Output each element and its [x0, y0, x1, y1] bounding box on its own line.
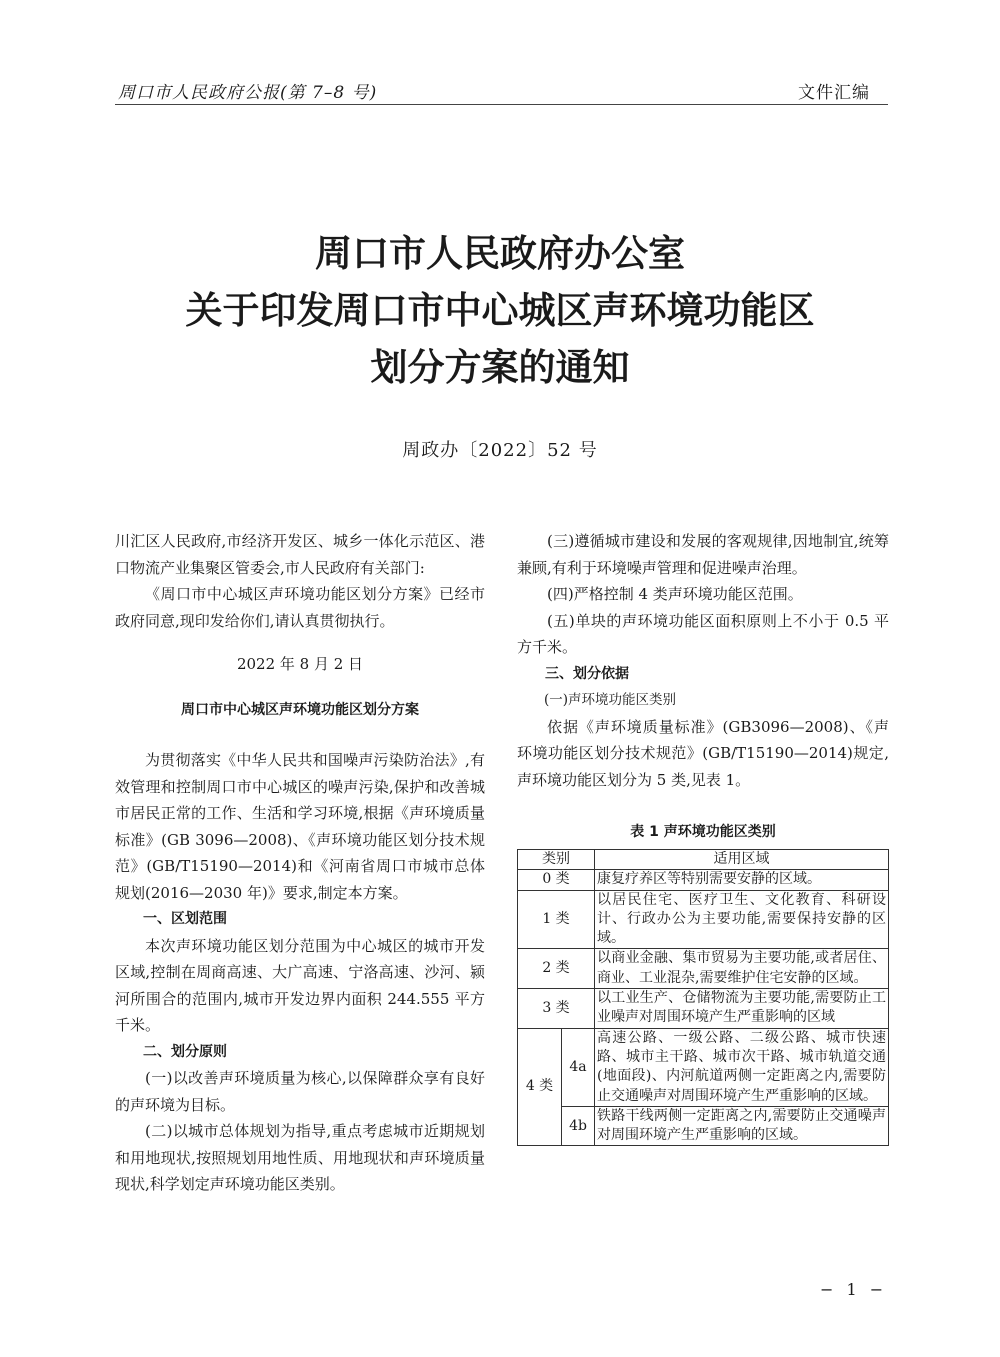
table-row — [518, 1106, 889, 1146]
row-area: 以工业生产、仓储物流为主要功能,需要防止工业噪声对周围环境产生严重影响的区域 — [595, 989, 889, 1029]
table-header-row — [518, 850, 889, 870]
row-area: 铁路干线两侧一定距离之内,需要防止交通噪声对周围环境产生严重影响的区域。 — [595, 1106, 889, 1146]
row-category: 1 类 — [518, 890, 595, 949]
page-number: − 1 − — [820, 1280, 888, 1299]
row-area: 高速公路、一级公路、二级公路、城市快速路、城市主干路、城市次干路、城市轨道交通(地面段)、内河航道两侧一定距离之内,需要防止交通噪声对周围环境产生严重影响的区域。 — [595, 1028, 889, 1106]
gazette-title: 周口市人民政府公报(第 7–8 号) — [118, 83, 378, 103]
header-area: 适用区域 — [595, 850, 889, 870]
principle-3: (三)遵循城市建设和发展的客观规律,因地制宜,统筹兼顾,有利于环境噪声管理和促进噪声治理。 — [517, 532, 889, 577]
header-category: 类别 — [518, 850, 595, 870]
table-row — [518, 870, 889, 890]
row-subcategory: 4a — [562, 1028, 595, 1106]
row-area: 以居民住宅、医疗卫生、文化教育、科研设计、行政办公为主要功能,需要保持安静的区域。 — [595, 890, 889, 949]
zone-class-table — [517, 849, 889, 1146]
row-category: 3 类 — [518, 989, 595, 1029]
notice-text: 《周口市中心城区声环境功能区划分方案》已经市政府同意,现印发给你们,请认真贯彻执行。 — [115, 585, 485, 630]
title-line-3: 划分方案的通知 — [370, 346, 630, 389]
section-3-heading: 三、划分依据 — [545, 665, 629, 682]
table-row — [518, 949, 889, 989]
row-area: 以商业金融、集市贸易为主要功能,或者居住、商业、工业混杂,需要维护住宅安静的区域。 — [595, 949, 889, 989]
principle-1: (一)以改善声环境质量为核心,以保障群众享有良好的声环境为目标。 — [115, 1069, 485, 1114]
principle-2: (二)以城市总体规划为指导,重点考虑城市近期规划和用地现状,按照规划用地性质、用地现状和声环境质量现状,科学划定声环境功能区类别。 — [115, 1122, 485, 1193]
section-label: 文件汇编 — [798, 83, 870, 103]
section-1-text: 本次声环境功能区划分范围为中心城区的城市开发区域,控制在周商高速、大广高速、宁洛高速、沙河、颍河所围合的范围内,城市开发边界内面积 244.555 平方千米。 — [115, 936, 485, 1034]
document-title — [0, 225, 1000, 396]
section-2-heading: 二、划分原则 — [143, 1043, 227, 1060]
intro-paragraph: 为贯彻落实《中华人民共和国噪声污染防治法》,有效管理和控制周口市中心城区的噪声污染,保护和改善城市居民正常的工作、生活和学习环境,根据《声环境质量标准》(GB 3096—2008)、《声环境功能区划分技术规范》(GB/T15190—2014)和《河南省周口市城市总体规划(2016—2030 年)》要求,制定本方案。 — [115, 751, 485, 902]
document-number: 周政办〔2022〕52 号 — [402, 440, 598, 461]
row-category: 4 类 — [518, 1028, 562, 1146]
row-subcategory: 4b — [562, 1106, 595, 1146]
issue-date: 2022 年 8 月 2 日 — [236, 655, 364, 673]
principle-4: (四)严格控制 4 类声环境功能区范围。 — [547, 585, 803, 603]
page-header — [115, 78, 888, 105]
title-line-2: 关于印发周口市中心城区声环境功能区 — [185, 289, 815, 332]
row-category: 2 类 — [518, 949, 595, 989]
table-row — [518, 890, 889, 949]
plan-title: 周口市中心城区声环境功能区划分方案 — [181, 701, 419, 718]
left-column — [115, 528, 485, 1198]
subsection-1-heading: (一)声环境功能区类别 — [544, 692, 677, 708]
section-1-heading: 一、区划范围 — [143, 911, 227, 927]
right-column — [517, 528, 889, 793]
row-category: 0 类 — [518, 870, 595, 890]
recipients: 川汇区人民政府,市经济开发区、城乡一体化示范区、港口物流产业集聚区管委会,市人民政府有关部门: — [115, 532, 485, 577]
title-line-1: 周口市人民政府办公室 — [315, 232, 685, 275]
principle-5: (五)单块的声环境功能区面积原则上不小于 0.5 平方千米。 — [517, 611, 889, 656]
row-area: 康复疗养区等特别需要安静的区域。 — [595, 870, 889, 890]
table-caption: 表 1 声环境功能区类别 — [630, 824, 776, 840]
table-row — [518, 989, 889, 1029]
basis-text: 依据《声环境质量标准》(GB3096—2008)、《声环境功能区划分技术规范》(GB/T15190—2014)规定,声环境功能区划分为 5 类,见表 1。 — [517, 717, 889, 789]
table-row — [518, 1028, 889, 1106]
